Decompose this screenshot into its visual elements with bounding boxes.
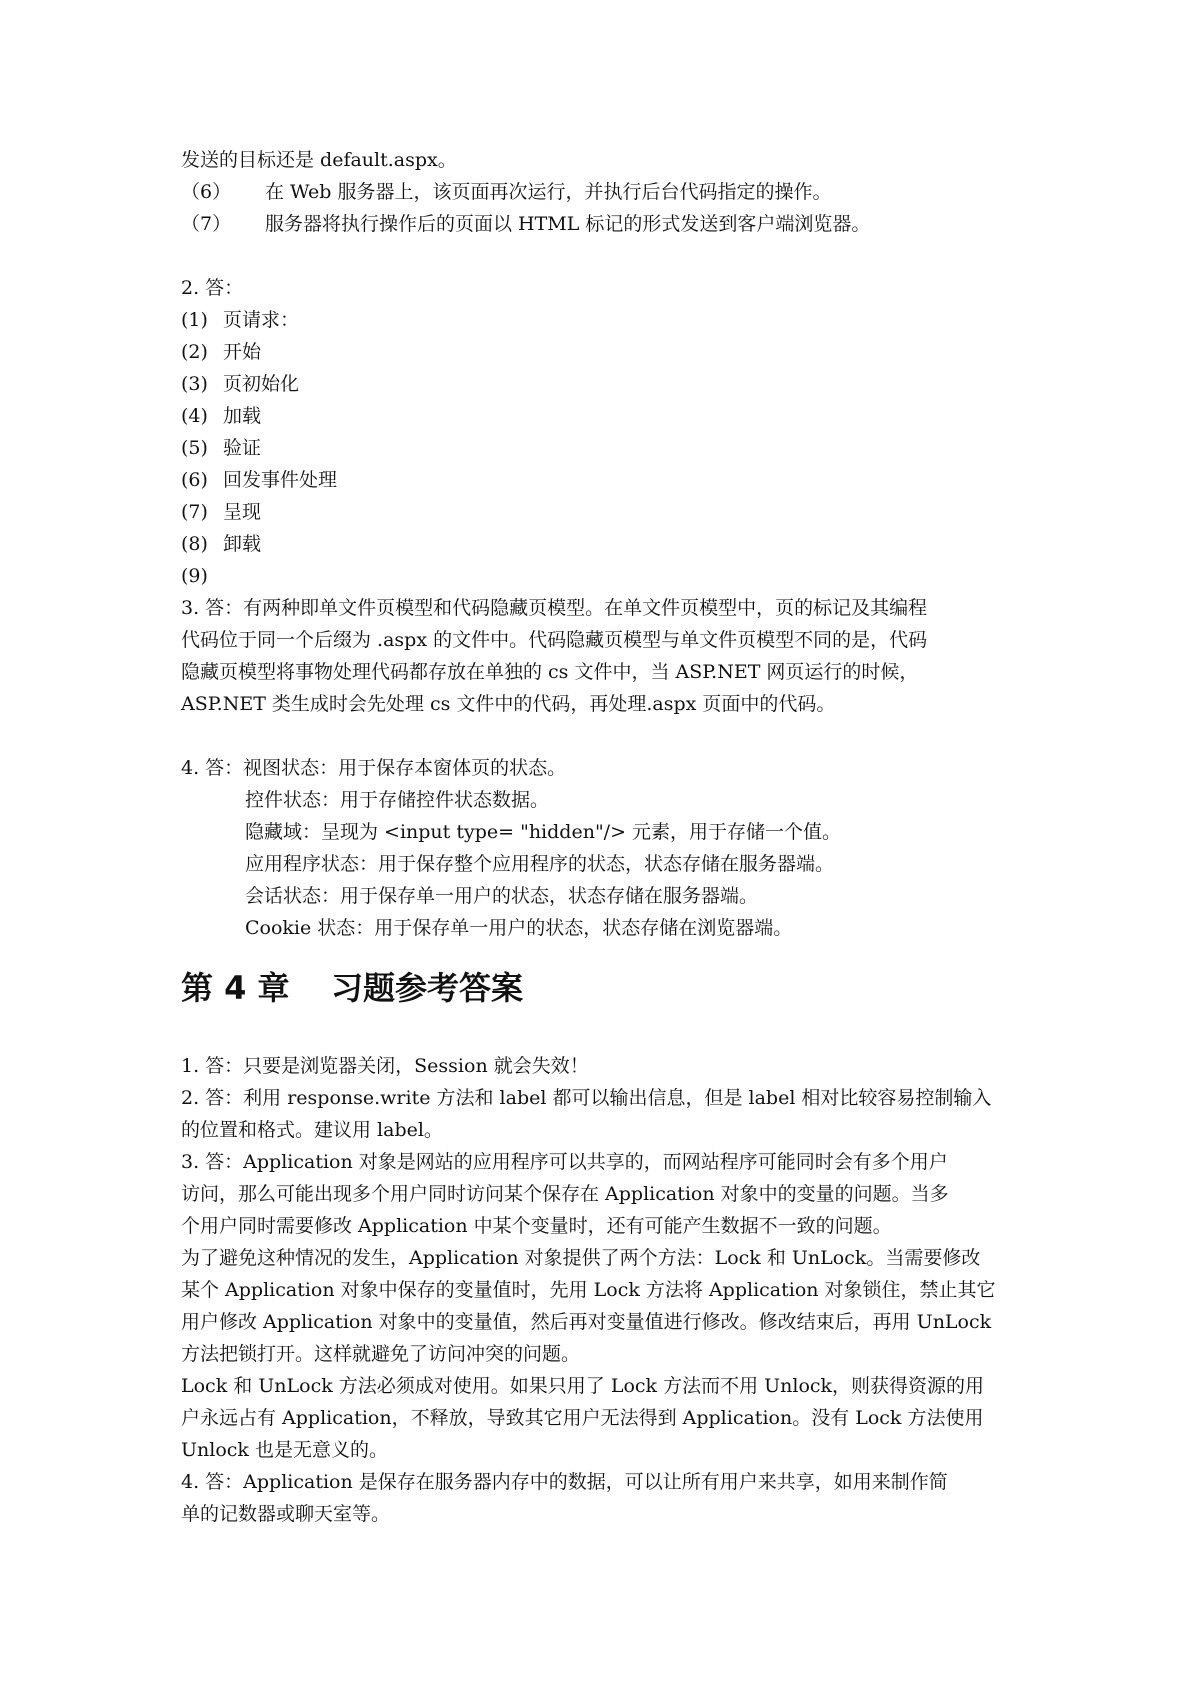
list-item-number: (2) [181, 341, 208, 363]
paragraph-line: 为了避免这种情况的发生，Application 对象提供了两个方法：Lock 和 UnLock。当需要修改 [181, 1247, 981, 1269]
list-item-text: 开始 [223, 341, 262, 363]
step-number: （6） [181, 181, 232, 203]
paragraph-line: 代码位于同一个后缀为 .aspx 的文件中。代码隐藏页模型与单文件页模型不同的是，代码 [181, 629, 928, 651]
list-item-text: 呈现 [223, 501, 262, 523]
chapter-number: 第 4 章 [181, 969, 290, 1007]
step-item [181, 176, 1019, 208]
continuation-line: 发送的目标还是 default.aspx。 [181, 149, 457, 171]
paragraph-line: ASP.NET 类生成时会先处理 cs 文件中的代码，再处理.aspx 页面中的代码。 [181, 693, 836, 715]
paragraph-line: Lock 和 UnLock 方法必须成对使用。如果只用了 Lock 方法而不用 Unlock，则获得资源的用 [181, 1375, 985, 1397]
step-text: 服务器将执行操作后的页面以 HTML 标记的形式发送到客户端浏览器。 [265, 213, 871, 235]
answer-line: 控件状态：用于存储控件状态数据。 [245, 789, 550, 811]
list-item [181, 400, 1019, 432]
list-item [181, 304, 1019, 336]
paragraph-line: 1. 答：只要是浏览器关闭，Session 就会失效！ [181, 1055, 589, 1077]
paragraph-line: 2. 答：利用 response.write 方法和 label 都可以输出信息，但是 label 相对比较容易控制输入 [181, 1087, 992, 1109]
paragraph-line: 某个 Application 对象中保存的变量值时，先用 Lock 方法将 Application 对象锁住，禁止其它 [181, 1279, 996, 1301]
list-item-number: (8) [181, 533, 208, 555]
list-item-number: (4) [181, 405, 208, 427]
paragraph-line: 单的记数器或聊天室等。 [181, 1503, 391, 1525]
list-item-text: 卸载 [223, 533, 262, 555]
step-text: 在 Web 服务器上，该页面再次运行，并执行后台代码指定的操作。 [265, 181, 832, 203]
paragraph-line: 隐藏页模型将事物处理代码都存放在单独的 cs 文件中，当 ASP.NET 网页运行的时候， [181, 661, 919, 683]
paragraph-line: 的位置和格式。建议用 label。 [181, 1119, 443, 1141]
list-item [181, 368, 1019, 400]
list-item-text: 验证 [223, 437, 262, 459]
list-item-number: (3) [181, 373, 208, 395]
answer-line: 应用程序状态：用于保存整个应用程序的状态，状态存储在服务器端。 [245, 853, 835, 875]
step-item [181, 208, 1019, 240]
spacer [181, 720, 1019, 752]
list-item-text: 加载 [223, 405, 262, 427]
paragraph-line: 3. 答：有两种即单文件页模型和代码隐藏页模型。在单文件页模型中，页的标记及其编程 [181, 597, 928, 619]
list-item-number: (5) [181, 437, 208, 459]
paragraph-line: 用户修改 Application 对象中的变量值，然后再对变量值进行修改。修改结束后，再用 UnLock [181, 1311, 992, 1333]
paragraph-line: 访问，那么可能出现多个用户同时访问某个保存在 Application 对象中的变量的问题。当多 [181, 1183, 949, 1205]
spacer [181, 240, 1019, 272]
paragraph-line: 方法把锁打开。这样就避免了访问冲突的问题。 [181, 1343, 581, 1365]
list-item [181, 560, 1019, 592]
list-item-number: (1) [181, 309, 208, 331]
paragraph-line: 4. 答：Application 是保存在服务器内存中的数据，可以让所有用户来共享，如用来制作简 [181, 1471, 948, 1493]
page-content [181, 144, 1019, 1530]
chapter-title: 习题参考答案 [331, 969, 524, 1007]
answer-line: 会话状态：用于保存单一用户的状态，状态存储在服务器端。 [245, 885, 759, 907]
chapter-heading [181, 966, 1019, 1010]
list-item-text: 页初始化 [223, 373, 300, 395]
answer-line: 4. 答：视图状态：用于保存本窗体页的状态。 [181, 757, 567, 779]
list-item-number: (9) [181, 565, 208, 587]
paragraph-line: 户永远占有 Application，不释放，导致其它用户无法得到 Application。没有 Lock 方法使用 [181, 1407, 984, 1429]
answer-heading: 2. 答： [181, 277, 244, 299]
paragraph-line: 个用户同时需要修改 Application 中某个变量时，还有可能产生数据不一致的问题。 [181, 1215, 892, 1237]
paragraph-line: 3. 答：Application 对象是网站的应用程序可以共享的，而网站程序可能同时会有多个用户 [181, 1151, 948, 1173]
list-item-number: (7) [181, 501, 208, 523]
list-item-text: 页请求： [223, 309, 300, 331]
list-item [181, 496, 1019, 528]
list-item-number: (6) [181, 469, 208, 491]
paragraph-line: Unlock 也是无意义的。 [181, 1439, 388, 1461]
answer-line: Cookie 状态：用于保存单一用户的状态，状态存储在浏览器端。 [245, 917, 793, 939]
list-item [181, 528, 1019, 560]
step-number: （7） [181, 213, 232, 235]
list-item-text: 回发事件处理 [223, 469, 338, 491]
list-item [181, 432, 1019, 464]
list-item [181, 336, 1019, 368]
answer-line: 隐藏域：呈现为 <input type= "hidden"/> 元素，用于存储一个值。 [245, 821, 842, 843]
list-item [181, 464, 1019, 496]
